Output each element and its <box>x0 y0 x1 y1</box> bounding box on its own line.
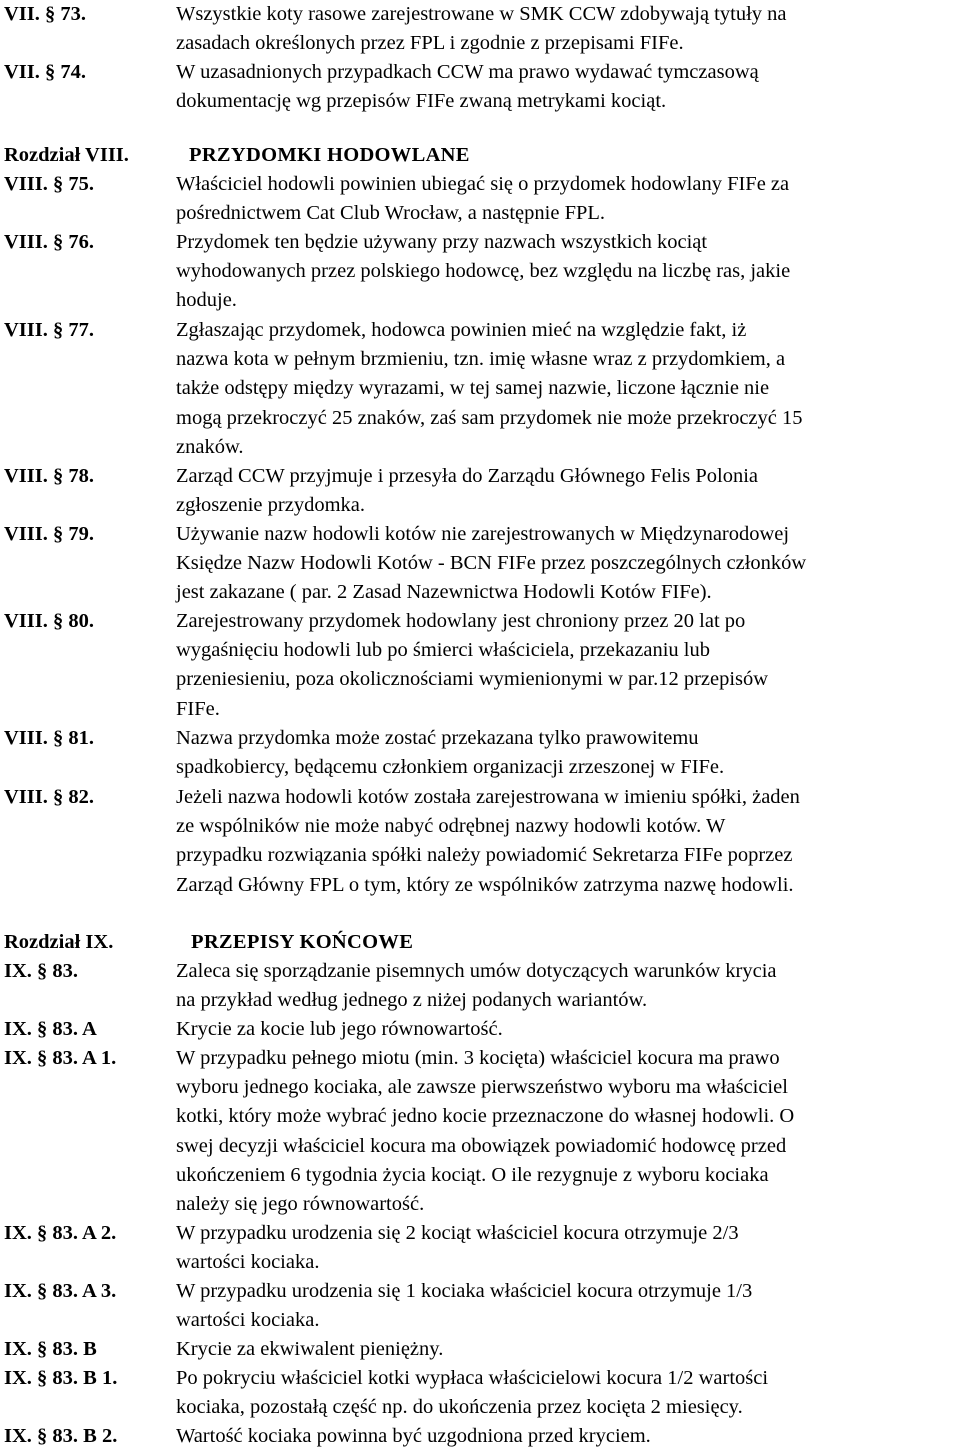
text-line: Po pokryciu właściciel kotki wypłaca właścicielowi kocura 1/2 wartości <box>176 1367 769 1389</box>
entry-text <box>176 1364 958 1422</box>
text-line: PRZYDOMKI HODOWLANE <box>189 144 470 166</box>
text-line: także odstępy między wyrazami, w tej samej nazwie, liczone łącznie nie <box>176 377 770 400</box>
text-line: FIFe. <box>176 697 220 720</box>
text-line: wyhodowanych przez polskiego hodowcę, bez względu na liczbę ras, jakie <box>176 260 791 283</box>
entry-text <box>176 1015 958 1044</box>
entry-text <box>176 607 958 724</box>
entry-label-vii-73: VII. § 73. <box>4 3 87 25</box>
text-line: wyboru jednego kociaka, ale zawsze pierwszeństwo wyboru ma właściciel <box>176 1076 788 1099</box>
text-line: kociaka, pozostałą część np. do ukończenia przez kocięta 2 miesięcy. <box>176 1396 743 1419</box>
text-line: nazwa kota w pełnym brzmieniu, tzn. imię własne wraz z przydomkiem, a <box>176 348 786 371</box>
entry-label-viii-77: VIII. § 77. <box>4 319 94 341</box>
text-line: Używanie nazw hodowli kotów nie zarejestrowanych w Międzynarodowej <box>176 523 790 545</box>
entry-text <box>176 520 958 608</box>
entry-label-viii-79: VIII. § 79. <box>4 523 94 545</box>
text-line: mogą przekroczyć 25 znaków, zaś sam przydomek nie może przekroczyć 15 <box>176 406 803 429</box>
text-line: Wartość kociaka powinna być uzgodniona przed kryciem. <box>176 1425 651 1447</box>
text-line: wygaśnięciu hodowli lub po śmierci właściciela, przekazaniu lub <box>176 639 710 662</box>
text-line: hoduje. <box>176 289 237 312</box>
entry-label-viii-78: VIII. § 78. <box>4 465 94 487</box>
entry-label-viii-80: VIII. § 80. <box>4 610 94 632</box>
entry-text <box>176 462 958 520</box>
text-line: zgłoszenie przydomka. <box>176 494 365 517</box>
entry-text <box>176 1044 958 1219</box>
text-line: Zarząd Główny FPL o tym, który ze wspólników zatrzyma nazwę hodowli. <box>176 873 794 896</box>
text-line: kotki, który może wybrać jedno kocie przeznaczone do własnej hodowli. O <box>176 1105 795 1128</box>
text-line: jest zakazane ( par. 2 Zasad Nazewnictwa Hodowli Kotów FIFe). <box>176 581 712 604</box>
entry-text <box>176 58 958 116</box>
entry-label-rozdzia-ix: Rozdział IX. <box>4 931 114 953</box>
text-line: Zarejestrowany przydomek hodowlany jest chroniony przez 20 lat po <box>176 610 746 632</box>
entry-text <box>176 316 958 462</box>
entry-text <box>176 1335 958 1364</box>
entry-label-viii-75: VIII. § 75. <box>4 173 94 195</box>
text-line: Jeżeli nazwa hodowli kotów została zarejestrowana w imieniu spółki, żaden <box>176 786 800 808</box>
entry-label-ix-83-b-2: IX. § 83. B 2. <box>4 1425 118 1447</box>
text-line: Zgłaszając przydomek, hodowca powinien mieć na względzie fakt, iż <box>176 319 747 341</box>
text-line: PRZEPISY KOŃCOWE <box>191 931 414 953</box>
text-line: Przydomek ten będzie używany przy nazwach wszystkich kociąt <box>176 231 708 253</box>
entry-label-rozdzia-viii: Rozdział VIII. <box>4 144 129 166</box>
text-line: wartości kociaka. <box>176 1251 320 1274</box>
text-line: Krycie za kocie lub jego równowartość. <box>176 1018 503 1040</box>
text-line: W przypadku urodzenia się 1 kociaka właściciel kocura otrzymuje 1/3 <box>176 1280 753 1302</box>
text-line: przeniesieniu, poza okolicznościami wymienionymi w par.12 przepisów <box>176 668 769 691</box>
text-line: Zarząd CCW przyjmuje i przesyła do Zarządu Głównego Felis Polonia <box>176 465 759 487</box>
entry-label-viii-82: VIII. § 82. <box>4 786 94 808</box>
entry-text <box>176 1422 958 1451</box>
text-line: W przypadku urodzenia się 2 kociąt właściciel kocura otrzymuje 2/3 <box>176 1222 739 1244</box>
text-line: Wszystkie koty rasowe zarejestrowane w SMK CCW zdobywają tytuły na <box>176 3 787 25</box>
text-line: ukończeniem 6 tygodnia życia kociąt. O ile rezygnuje z wyboru kociaka <box>176 1163 769 1186</box>
chapter-title <box>191 928 958 957</box>
entry-label-vii-74: VII. § 74. <box>4 61 87 83</box>
text-line: przypadku rozwiązania spółki należy powiadomić Sekretarza FIFe poprzez <box>176 844 793 867</box>
text-line: pośrednictwem Cat Club Wrocław, a następnie FPL. <box>176 202 606 225</box>
text-line: dokumentację wg przepisów FIFe zwaną metrykami kociąt. <box>176 90 667 113</box>
text-line: Nazwa przydomka może zostać przekazana tylko prawowitemu <box>176 727 699 749</box>
entry-label-ix-83-a-3: IX. § 83. A 3. <box>4 1280 117 1302</box>
entry-label-ix-83-a: IX. § 83. A <box>4 1018 97 1040</box>
text-line: W przypadku pełnego miotu (min. 3 kocięta) właściciel kocura ma prawo <box>176 1047 780 1069</box>
text-line: znaków. <box>176 435 244 458</box>
entry-text <box>176 170 958 228</box>
entry-text <box>176 1219 958 1277</box>
entry-text <box>176 228 958 316</box>
text-line: W uzasadnionych przypadkach CCW ma prawo wydawać tymczasową <box>176 61 759 83</box>
entry-text <box>176 724 958 782</box>
entry-label-ix-83: IX. § 83. <box>4 960 79 982</box>
entry-label-viii-76: VIII. § 76. <box>4 231 94 253</box>
entry-label-ix-83-b-1: IX. § 83. B 1. <box>4 1367 118 1389</box>
entry-text <box>176 1277 958 1335</box>
text-line: na przykład według jednego z niżej podanych wariantów. <box>176 989 648 1012</box>
text-line: spadkobiercy, będącemu członkiem organizacji zrzeszonej w FIFe. <box>176 756 725 779</box>
entry-text <box>176 783 958 900</box>
chapter-title <box>189 141 958 170</box>
entry-label-ix-83-b: IX. § 83. B <box>4 1338 97 1360</box>
entry-label-ix-83-a-1: IX. § 83. A 1. <box>4 1047 117 1069</box>
entry-label-ix-83-a-2: IX. § 83. A 2. <box>4 1222 117 1244</box>
text-line: ze wspólników nie może nabyć odrębnej nazwy hodowli kotów. W <box>176 815 726 838</box>
text-line: Krycie za ekwiwalent pieniężny. <box>176 1338 444 1360</box>
entry-text <box>176 957 958 1015</box>
text-line: Zaleca się sporządzanie pisemnych umów dotyczących warunków krycia <box>176 960 777 982</box>
text-line: zasadach określonych przez FPL i zgodnie z przepisami FIFe. <box>176 32 684 55</box>
text-line: swej decyzji właściciel kocura ma obowiązek powiadomić hodowcę przed <box>176 1134 787 1157</box>
text-line: Księdze Nazw Hodowli Kotów - BCN FIFe przez poszczególnych członków <box>176 552 807 575</box>
text-line: należy się jego równowartość. <box>176 1193 425 1216</box>
text-line: Właściciel hodowli powinien ubiegać się o przydomek hodowlany FIFe za <box>176 173 790 195</box>
entry-text <box>176 0 958 58</box>
text-line: wartości kociaka. <box>176 1309 320 1332</box>
entry-label-viii-81: VIII. § 81. <box>4 727 94 749</box>
